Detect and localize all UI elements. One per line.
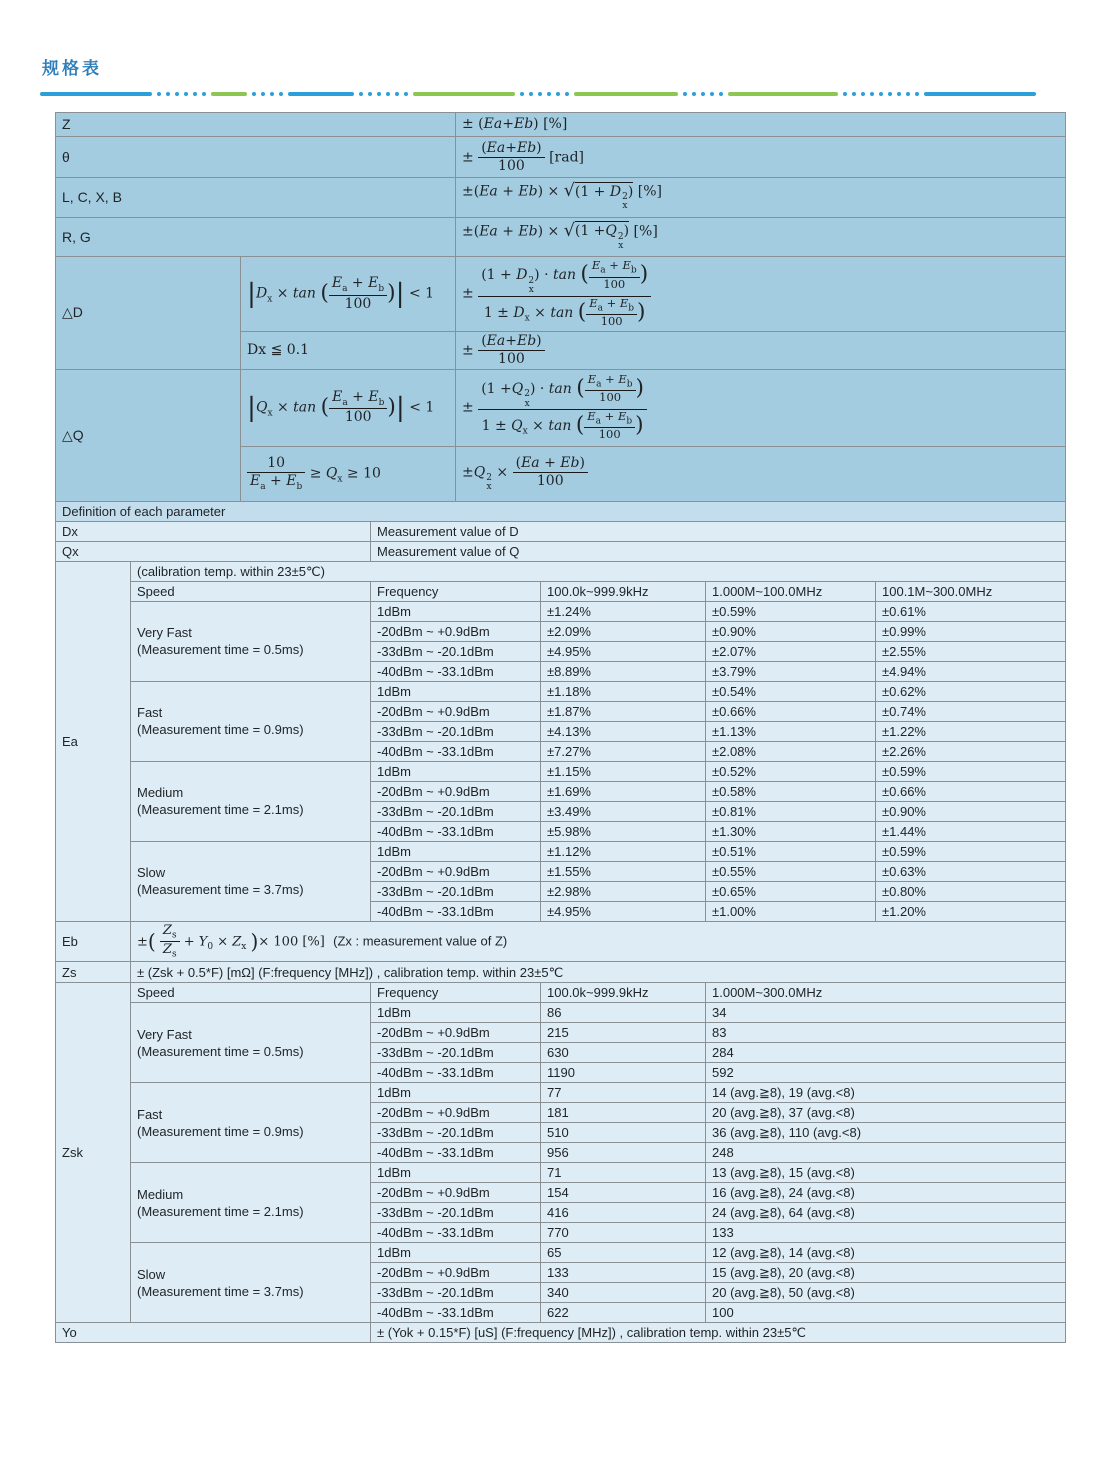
zsk-value: 83 bbox=[706, 1023, 1066, 1043]
frequency-range: -33dBm ~ -20.1dBm bbox=[371, 721, 541, 741]
formula-delta-d-2: ± $\frac{(Ea+Eb)}{100}$ bbox=[456, 332, 1066, 370]
ea-value: ±1.00% bbox=[706, 901, 876, 921]
ea-section bbox=[56, 561, 1066, 921]
zsk-value: 340 bbox=[541, 1283, 706, 1303]
ea-value: ±0.65% bbox=[706, 881, 876, 901]
ea-value: ±1.69% bbox=[541, 781, 706, 801]
ea-value: ±0.58% bbox=[706, 781, 876, 801]
ea-value: ±1.87% bbox=[541, 701, 706, 721]
speed-time: (Measurement time = 3.7ms) bbox=[137, 1283, 304, 1299]
zsk-header-band-1: 100.0k~999.9kHz bbox=[541, 983, 706, 1003]
ea-value: ±0.66% bbox=[876, 781, 1066, 801]
eb-label: Eb bbox=[56, 921, 131, 962]
zsk-value: 622 bbox=[541, 1303, 706, 1323]
zsk-value: 248 bbox=[706, 1143, 1066, 1163]
zsk-label: Zsk bbox=[56, 983, 131, 1323]
zsk-value: 65 bbox=[541, 1243, 706, 1263]
zsk-value: 133 bbox=[541, 1263, 706, 1283]
frequency-range: -20dBm ~ +0.9dBm bbox=[371, 1023, 541, 1043]
ea-header-frequency: Frequency bbox=[371, 581, 541, 601]
zsk-value: 215 bbox=[541, 1023, 706, 1043]
zsk-value: 20 (avg.≧8), 50 (avg.<8) bbox=[706, 1283, 1066, 1303]
ea-value: ±2.09% bbox=[541, 621, 706, 641]
frequency-range: -20dBm ~ +0.9dBm bbox=[371, 861, 541, 881]
ea-value: ±1.12% bbox=[541, 841, 706, 861]
ea-value: ±2.07% bbox=[706, 641, 876, 661]
row-yo bbox=[56, 1323, 1066, 1343]
frequency-range: -40dBm ~ -33.1dBm bbox=[371, 1143, 541, 1163]
zsk-speed-label bbox=[131, 1083, 371, 1163]
speed-name: Fast bbox=[137, 1106, 163, 1122]
speed-name: Very Fast bbox=[137, 625, 192, 641]
ea-value: ±5.98% bbox=[541, 821, 706, 841]
param-label-z: Z bbox=[56, 113, 456, 137]
frequency-range: -40dBm ~ -33.1dBm bbox=[371, 661, 541, 681]
zsk-header-band-2: 1.000M~300.0MHz bbox=[706, 983, 1066, 1003]
ea-data-row bbox=[56, 601, 1066, 621]
frequency-range: 1dBm bbox=[371, 681, 541, 701]
frequency-range: -40dBm ~ -33.1dBm bbox=[371, 1223, 541, 1243]
ea-value: ±2.98% bbox=[541, 881, 706, 901]
formula-z: ± (Ea+Eb) [%] bbox=[456, 113, 1066, 137]
frequency-range: 1dBm bbox=[371, 1243, 541, 1263]
ea-value: ±8.89% bbox=[541, 661, 706, 681]
frequency-range: -20dBm ~ +0.9dBm bbox=[371, 621, 541, 641]
ea-speed-label bbox=[131, 841, 371, 921]
zsk-value: 100 bbox=[706, 1303, 1066, 1323]
eb-formula: ±( $\frac{Z_s}{Z_s}$ + $Y_0 \times Z_x$ )× 100 [%] (Zx : measurement value of Z) bbox=[131, 921, 1066, 962]
ea-value: ±1.44% bbox=[876, 821, 1066, 841]
ea-value: ±7.27% bbox=[541, 741, 706, 761]
ea-value: ±0.51% bbox=[706, 841, 876, 861]
zsk-value: 20 (avg.≧8), 37 (avg.<8) bbox=[706, 1103, 1066, 1123]
frequency-range: 1dBm bbox=[371, 761, 541, 781]
condition-delta-q-2: $\frac{10}{E_a + E_b}$ ≥ $Q_x \ge 10$ bbox=[241, 446, 456, 501]
zsk-value: 956 bbox=[541, 1143, 706, 1163]
zsk-value: 592 bbox=[706, 1063, 1066, 1083]
formula-theta: ± $\frac{(Ea+Eb)}{100}$ [rad] bbox=[456, 137, 1066, 178]
eb-zs-section bbox=[56, 921, 1066, 983]
zsk-value: 14 (avg.≧8), 19 (avg.<8) bbox=[706, 1083, 1066, 1103]
ea-value: ±0.59% bbox=[706, 601, 876, 621]
ea-speed-label bbox=[131, 601, 371, 681]
definition-section bbox=[56, 501, 1066, 561]
frequency-range: -20dBm ~ +0.9dBm bbox=[371, 1263, 541, 1283]
frequency-range: -40dBm ~ -33.1dBm bbox=[371, 741, 541, 761]
definition-qx: Measurement value of Q bbox=[371, 541, 1066, 561]
spec-table bbox=[55, 112, 1066, 1343]
frequency-range: 1dBm bbox=[371, 1083, 541, 1103]
zsk-value: 284 bbox=[706, 1043, 1066, 1063]
ea-value: ±2.55% bbox=[876, 641, 1066, 661]
ea-value: ±0.80% bbox=[876, 881, 1066, 901]
zsk-value: 24 (avg.≧8), 64 (avg.<8) bbox=[706, 1203, 1066, 1223]
ea-header-band-3: 100.1M~300.0MHz bbox=[876, 581, 1066, 601]
zsk-value: 71 bbox=[541, 1163, 706, 1183]
frequency-range: -40dBm ~ -33.1dBm bbox=[371, 1303, 541, 1323]
ea-speed-label bbox=[131, 761, 371, 841]
frequency-range: -40dBm ~ -33.1dBm bbox=[371, 901, 541, 921]
zsk-value: 510 bbox=[541, 1123, 706, 1143]
zsk-value: 15 (avg.≧8), 20 (avg.<8) bbox=[706, 1263, 1066, 1283]
formula-delta-d-1: ± (1 + D 2 x ) · tan ( $\frac{E_a + E_b}{100}$ ) $1 \pm D_x \times \tan$ ( $\frac{E_a + E_b}{100}$ ) bbox=[456, 257, 1066, 332]
formula-delta-q-2: ±Q 2 x × $\frac{(Ea + Eb)}{100}$ bbox=[456, 446, 1066, 501]
speed-name: Slow bbox=[137, 865, 166, 881]
row-delta-q-1 bbox=[56, 369, 1066, 446]
speed-name: Medium bbox=[137, 785, 184, 801]
ea-value: ±0.59% bbox=[876, 761, 1066, 781]
zsk-value: 154 bbox=[541, 1183, 706, 1203]
ea-value: ±4.13% bbox=[541, 721, 706, 741]
speed-time: (Measurement time = 2.1ms) bbox=[137, 802, 304, 818]
speed-time: (Measurement time = 0.5ms) bbox=[137, 642, 304, 658]
definition-header-row bbox=[56, 501, 1066, 521]
row-dx bbox=[56, 521, 1066, 541]
frequency-range: -40dBm ~ -33.1dBm bbox=[371, 821, 541, 841]
formula-section bbox=[56, 113, 1066, 502]
zsk-header-row bbox=[56, 983, 1066, 1003]
ea-value: ±4.95% bbox=[541, 641, 706, 661]
frequency-range: -40dBm ~ -33.1dBm bbox=[371, 1063, 541, 1083]
row-rg bbox=[56, 218, 1066, 257]
ea-value: ±0.74% bbox=[876, 701, 1066, 721]
frequency-range: -33dBm ~ -20.1dBm bbox=[371, 1123, 541, 1143]
yo-label: Yo bbox=[56, 1323, 371, 1343]
frequency-range: -20dBm ~ +0.9dBm bbox=[371, 1103, 541, 1123]
frequency-range: -20dBm ~ +0.9dBm bbox=[371, 1183, 541, 1203]
row-eb bbox=[56, 921, 1066, 962]
speed-name: Very Fast bbox=[137, 1026, 192, 1042]
ea-value: ±0.59% bbox=[876, 841, 1066, 861]
zsk-value: 12 (avg.≧8), 14 (avg.<8) bbox=[706, 1243, 1066, 1263]
row-z bbox=[56, 113, 1066, 137]
param-label-lcxb: L, C, X, B bbox=[56, 178, 456, 218]
zsk-speed-label bbox=[131, 1243, 371, 1323]
frequency-range: 1dBm bbox=[371, 1003, 541, 1023]
param-label-theta: θ bbox=[56, 137, 456, 178]
zsk-value: 34 bbox=[706, 1003, 1066, 1023]
formula-rg: ±(Ea + Eb) × √(1 +Q 2 x ) [%] bbox=[456, 218, 1066, 257]
zs-label: Zs bbox=[56, 962, 131, 983]
speed-name: Medium bbox=[137, 1186, 184, 1202]
ea-value: ±1.55% bbox=[541, 861, 706, 881]
ea-header-band-1: 100.0k~999.9kHz bbox=[541, 581, 706, 601]
definition-dx: Measurement value of D bbox=[371, 521, 1066, 541]
ea-value: ±4.94% bbox=[876, 661, 1066, 681]
speed-time: (Measurement time = 0.9ms) bbox=[137, 1123, 304, 1139]
frequency-range: 1dBm bbox=[371, 841, 541, 861]
zsk-section bbox=[56, 983, 1066, 1323]
formula-lcxb: ±(Ea + Eb) × √(1 + D 2 x ) [%] bbox=[456, 178, 1066, 218]
ea-value: ±3.79% bbox=[706, 661, 876, 681]
row-delta-d-1 bbox=[56, 257, 1066, 332]
row-theta bbox=[56, 137, 1066, 178]
zsk-value: 416 bbox=[541, 1203, 706, 1223]
ea-value: ±1.24% bbox=[541, 601, 706, 621]
frequency-range: -33dBm ~ -20.1dBm bbox=[371, 801, 541, 821]
ea-note-row bbox=[56, 561, 1066, 581]
ea-calibration-note: (calibration temp. within 23±5℃) bbox=[131, 561, 1066, 581]
ea-value: ±0.99% bbox=[876, 621, 1066, 641]
frequency-range: -33dBm ~ -20.1dBm bbox=[371, 641, 541, 661]
ea-value: ±0.90% bbox=[876, 801, 1066, 821]
ea-value: ±1.15% bbox=[541, 761, 706, 781]
speed-time: (Measurement time = 0.5ms) bbox=[137, 1043, 304, 1059]
speed-time: (Measurement time = 3.7ms) bbox=[137, 882, 304, 898]
ea-value: ±1.30% bbox=[706, 821, 876, 841]
speed-time: (Measurement time = 2.1ms) bbox=[137, 1203, 304, 1219]
row-qx bbox=[56, 541, 1066, 561]
zsk-value: 133 bbox=[706, 1223, 1066, 1243]
zsk-value: 13 (avg.≧8), 15 (avg.<8) bbox=[706, 1163, 1066, 1183]
zsk-value: 77 bbox=[541, 1083, 706, 1103]
formula-delta-q-1: ± (1 +Q 2 x ) · tan ( $\frac{E_a + E_b}{100}$ ) $1 \pm Q_x \times \tan$ ( $\frac{E_a + E_b}{100}$ ) bbox=[456, 369, 1066, 446]
ea-header-band-2: 1.000M~100.0MHz bbox=[706, 581, 876, 601]
speed-time: (Measurement time = 0.9ms) bbox=[137, 722, 304, 738]
condition-delta-d-2: Dx ≦ 0.1 bbox=[241, 332, 456, 370]
ea-value: ±0.63% bbox=[876, 861, 1066, 881]
ea-value: ±0.62% bbox=[876, 681, 1066, 701]
row-zs bbox=[56, 962, 1066, 983]
frequency-range: -33dBm ~ -20.1dBm bbox=[371, 1203, 541, 1223]
ea-data-row bbox=[56, 761, 1066, 781]
ea-value: ±2.08% bbox=[706, 741, 876, 761]
zsk-value: 1190 bbox=[541, 1063, 706, 1083]
ea-value: ±1.22% bbox=[876, 721, 1066, 741]
condition-delta-d-1: $|D_x \times \tan$ ( $\frac{E_a + E_b}{100}$ )| < 1 bbox=[241, 257, 456, 332]
zsk-value: 630 bbox=[541, 1043, 706, 1063]
ea-value: ±2.26% bbox=[876, 741, 1066, 761]
param-label-rg: R, G bbox=[56, 218, 456, 257]
ea-label: Ea bbox=[56, 561, 131, 921]
zsk-header-speed: Speed bbox=[131, 983, 371, 1003]
zsk-data-row bbox=[56, 1003, 1066, 1023]
speed-name: Slow bbox=[137, 1266, 166, 1282]
ea-header-row bbox=[56, 581, 1066, 601]
speed-name: Fast bbox=[137, 705, 163, 721]
zsk-value: 181 bbox=[541, 1103, 706, 1123]
ea-data-row bbox=[56, 681, 1066, 701]
frequency-range: -20dBm ~ +0.9dBm bbox=[371, 781, 541, 801]
ea-value: ±4.95% bbox=[541, 901, 706, 921]
ea-value: ±0.55% bbox=[706, 861, 876, 881]
ea-value: ±0.61% bbox=[876, 601, 1066, 621]
ea-value: ±3.49% bbox=[541, 801, 706, 821]
yo-text: ± (Yok + 0.15*F) [uS] (F:frequency [MHz]) , calibration temp. within 23±5℃ bbox=[371, 1323, 1066, 1343]
zsk-value: 16 (avg.≧8), 24 (avg.<8) bbox=[706, 1183, 1066, 1203]
ea-value: ±1.13% bbox=[706, 721, 876, 741]
ea-value: ±1.20% bbox=[876, 901, 1066, 921]
zsk-value: 86 bbox=[541, 1003, 706, 1023]
condition-delta-q-1: $|Q_x \times \tan$ ( $\frac{E_a + E_b}{100}$ )| < 1 bbox=[241, 369, 456, 446]
frequency-range: -33dBm ~ -20.1dBm bbox=[371, 1283, 541, 1303]
ea-header-speed: Speed bbox=[131, 581, 371, 601]
frequency-range: -33dBm ~ -20.1dBm bbox=[371, 1043, 541, 1063]
param-label-qx: Qx bbox=[56, 541, 371, 561]
zsk-data-row bbox=[56, 1083, 1066, 1103]
frequency-range: 1dBm bbox=[371, 601, 541, 621]
ea-data-row bbox=[56, 841, 1066, 861]
frequency-range: -20dBm ~ +0.9dBm bbox=[371, 701, 541, 721]
ea-value: ±1.18% bbox=[541, 681, 706, 701]
ea-value: ±0.54% bbox=[706, 681, 876, 701]
page-title: 规格表 bbox=[42, 59, 102, 78]
row-lcxb bbox=[56, 178, 1066, 218]
ea-value: ±0.66% bbox=[706, 701, 876, 721]
ea-speed-label bbox=[131, 681, 371, 761]
zsk-speed-label bbox=[131, 1163, 371, 1243]
ea-value: ±0.52% bbox=[706, 761, 876, 781]
decorative-separator bbox=[40, 91, 1065, 97]
yo-section bbox=[56, 1323, 1066, 1343]
definition-header: Definition of each parameter bbox=[56, 501, 1066, 521]
zsk-data-row bbox=[56, 1163, 1066, 1183]
zs-text: ± (Zsk + 0.5*F) [mΩ] (F:frequency [MHz]) , calibration temp. within 23±5℃ bbox=[131, 962, 1066, 983]
param-label-dx: Dx bbox=[56, 521, 371, 541]
zsk-data-row bbox=[56, 1243, 1066, 1263]
zsk-value: 770 bbox=[541, 1223, 706, 1243]
frequency-range: 1dBm bbox=[371, 1163, 541, 1183]
param-label-delta-q: △Q bbox=[56, 369, 241, 501]
ea-value: ±0.90% bbox=[706, 621, 876, 641]
frequency-range: -33dBm ~ -20.1dBm bbox=[371, 881, 541, 901]
zsk-speed-label bbox=[131, 1003, 371, 1083]
param-label-delta-d: △D bbox=[56, 257, 241, 370]
zsk-header-frequency: Frequency bbox=[371, 983, 541, 1003]
zsk-value: 36 (avg.≧8), 110 (avg.<8) bbox=[706, 1123, 1066, 1143]
ea-value: ±0.81% bbox=[706, 801, 876, 821]
